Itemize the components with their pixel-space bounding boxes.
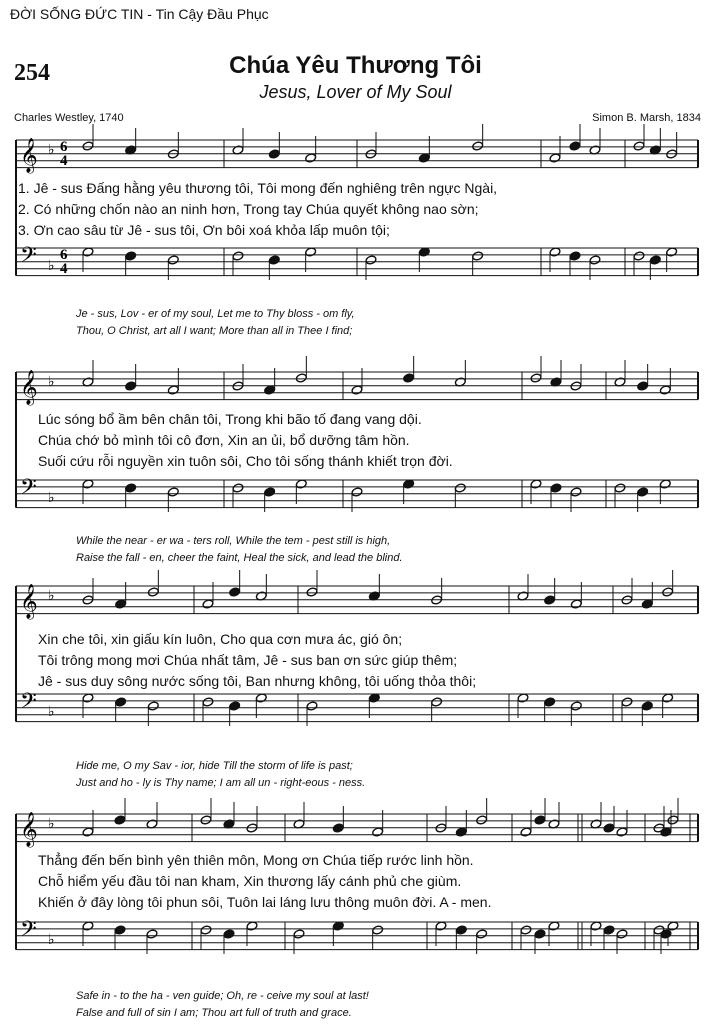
flat-key-signature-icon: ♭ [48, 932, 55, 948]
note-head [544, 697, 556, 707]
note-head [621, 697, 633, 707]
vietnamese-lyric-line: 2. Có những chốn nào an ninh hơn, Trong tay Chúa quyết không nao sờn; [18, 201, 479, 217]
note-head [641, 701, 653, 711]
note-head [229, 701, 241, 711]
vietnamese-lyric-line: Khiến ở đây lòng tôi phun sôi, Tuôn lai láng lưu thông muôn đời. A - men. [38, 894, 492, 910]
note-head [372, 827, 384, 837]
note-head [659, 385, 671, 395]
note-head [569, 141, 581, 151]
note-head [264, 487, 276, 497]
note-head [431, 697, 443, 707]
hymn-number: 254 [14, 60, 50, 86]
note-head [82, 141, 94, 151]
note-head [229, 587, 241, 597]
note-head [114, 925, 126, 935]
note-head [589, 255, 601, 265]
vietnamese-lyric-line: Chỗ hiểm yếu đầu tôi nan kham, Xin thương lấy cánh phủ che giùm. [38, 873, 462, 889]
note-head [641, 599, 653, 609]
note-head [167, 385, 179, 395]
treble-clef-icon: 𝄞 [20, 138, 38, 173]
note-head [616, 827, 628, 837]
english-lyric-line: False and full of sin I am; Thou art full of truth and grace. [76, 1007, 352, 1019]
note-head [200, 815, 212, 825]
note-head [232, 483, 244, 493]
note-head [264, 385, 276, 395]
bass-clef-icon: 𝄢 [20, 475, 37, 505]
note-head [418, 153, 430, 163]
note-head [472, 141, 484, 151]
note-head [570, 599, 582, 609]
note-head [306, 701, 318, 711]
book-section-header: ĐỜI SỐNG ĐỨC TIN - Tin Cậy Đầu Phục [10, 6, 269, 22]
note-head [167, 255, 179, 265]
note-head [146, 929, 158, 939]
note-head [223, 929, 235, 939]
note-head [633, 251, 645, 261]
flat-key-signature-icon: ♭ [48, 142, 55, 158]
english-lyric-line: Je - sus, Lov - er of my soul, Let me to Thy bloss - om fly, [76, 308, 355, 320]
note-head [455, 827, 467, 837]
flat-key-signature-icon: ♭ [48, 258, 55, 274]
note-head [520, 827, 532, 837]
note-head [570, 701, 582, 711]
vietnamese-lyric-line: Jê - sus duy sông nước sống tôi, Ban nhưng không, tôi uống thỏa thôi; [38, 673, 477, 689]
note-head [633, 141, 645, 151]
note-head [603, 823, 615, 833]
note-head [125, 483, 137, 493]
english-lyric-line: Thou, O Christ, art all I want; More than all in Thee I find; [76, 325, 353, 337]
english-lyric-line: Safe in - to the ha - ven guide; Oh, re - ceive my soul at last! [76, 990, 369, 1002]
note-head [147, 701, 159, 711]
note-head [167, 487, 179, 497]
bass-clef-icon: 𝄢 [20, 243, 37, 273]
note-head [520, 925, 532, 935]
vietnamese-lyric-line: Chúa chớ bỏ mình tôi cô đơn, Xin an ủi, bổ dưỡng tâm hồn. [38, 432, 410, 448]
note-head [660, 827, 672, 837]
note-head [476, 815, 488, 825]
note-head [147, 587, 159, 597]
note-head [268, 149, 280, 159]
note-head [115, 599, 127, 609]
note-head [268, 255, 280, 265]
note-head [472, 251, 484, 261]
note-head [293, 929, 305, 939]
note-head [603, 925, 615, 935]
hymn-title: Chúa Yêu Thương Tôi [229, 52, 482, 79]
note-head [616, 929, 628, 939]
flat-key-signature-icon: ♭ [48, 704, 55, 720]
flat-key-signature-icon: ♭ [48, 588, 55, 604]
note-head [530, 373, 542, 383]
note-head [403, 373, 415, 383]
hymn-subtitle: Jesus, Lover of My Soul [259, 82, 452, 102]
note-head [649, 255, 661, 265]
english-lyric-line: Raise the fall - en, cheer the faint, Heal the sick, and lead the blind. [76, 552, 403, 564]
vietnamese-lyric-line: Thẳng đến bến bình yên thiên môn, Mong ơn Chúa tiếp rước linh hồn. [38, 852, 474, 868]
note-head [202, 697, 214, 707]
note-head [454, 483, 466, 493]
note-head [544, 595, 556, 605]
note-head [569, 251, 581, 261]
note-head [305, 153, 317, 163]
note-head [332, 823, 344, 833]
note-head [351, 385, 363, 395]
vietnamese-lyric-line: Lúc sóng bổ ầm bên chân tôi, Trong khi bão tố đang vang dội. [38, 411, 422, 427]
note-head [115, 697, 127, 707]
note-head [614, 483, 626, 493]
note-head [351, 487, 363, 497]
flat-key-signature-icon: ♭ [48, 816, 55, 832]
note-head [667, 815, 679, 825]
flat-key-signature-icon: ♭ [48, 374, 55, 390]
note-head [202, 599, 214, 609]
note-head [306, 587, 318, 597]
note-head [660, 929, 672, 939]
vietnamese-lyric-line: Xin che tôi, xin giấu kín luôn, Cho qua cơn mưa ác, gió ôn; [38, 631, 403, 647]
bass-clef-icon: 𝄢 [20, 917, 37, 947]
treble-clef-icon: 𝄞 [20, 812, 38, 847]
vietnamese-lyric-line: 1. Jê - sus Đấng hằng yêu thương tôi, Tôi mong đến nghiêng trên ngực Ngài, [18, 180, 498, 196]
note-head [125, 251, 137, 261]
note-head [200, 925, 212, 935]
note-head [549, 153, 561, 163]
note-head [82, 827, 94, 837]
vietnamese-lyric-line: Tôi trông mong mơi Chúa nhất tâm, Jê - sus ban ơn sức giúp thêm; [38, 652, 458, 668]
bass-clef-icon: 𝄢 [20, 689, 37, 719]
english-lyric-line: Hide me, O my Sav - ior, hide Till the storm of life is past; [76, 760, 353, 772]
note-head [570, 487, 582, 497]
note-head [662, 587, 674, 597]
flat-key-signature-icon: ♭ [48, 490, 55, 506]
note-head [476, 929, 488, 939]
note-head [637, 381, 649, 391]
note-head [365, 255, 377, 265]
time-signature: 4 [60, 153, 68, 169]
time-signature: 4 [60, 261, 68, 277]
note-head [295, 373, 307, 383]
treble-clef-icon: 𝄞 [20, 584, 38, 619]
time-signature: 6 [60, 247, 68, 263]
note-head [637, 487, 649, 497]
note-head [114, 815, 126, 825]
note-head [125, 381, 137, 391]
note-head [232, 251, 244, 261]
time-signature: 6 [60, 139, 68, 155]
treble-clef-icon: 𝄞 [20, 370, 38, 405]
english-lyric-line: Just and ho - ly is Thy name; I am all un - right-eous - ness. [76, 777, 366, 789]
note-head [550, 483, 562, 493]
composer-credit: Simon B. Marsh, 1834 [592, 112, 701, 124]
note-head [372, 925, 384, 935]
lyricist-credit: Charles Westley, 1740 [14, 112, 124, 124]
note-head [455, 925, 467, 935]
english-lyric-line: While the near - er wa - ters roll, While the tem - pest still is high, [76, 535, 391, 547]
vietnamese-lyric-line: Suối cứu rỗi nguyền xin tuôn sôi, Cho tôi sống thánh khiết trọn đời. [38, 453, 453, 469]
note-head [534, 815, 546, 825]
note-head [534, 929, 546, 939]
vietnamese-lyric-line: 3. Ơn cao sâu từ Jê - sus tôi, Ơn bôi xoá khỏa lấp muôn tội; [18, 222, 390, 238]
